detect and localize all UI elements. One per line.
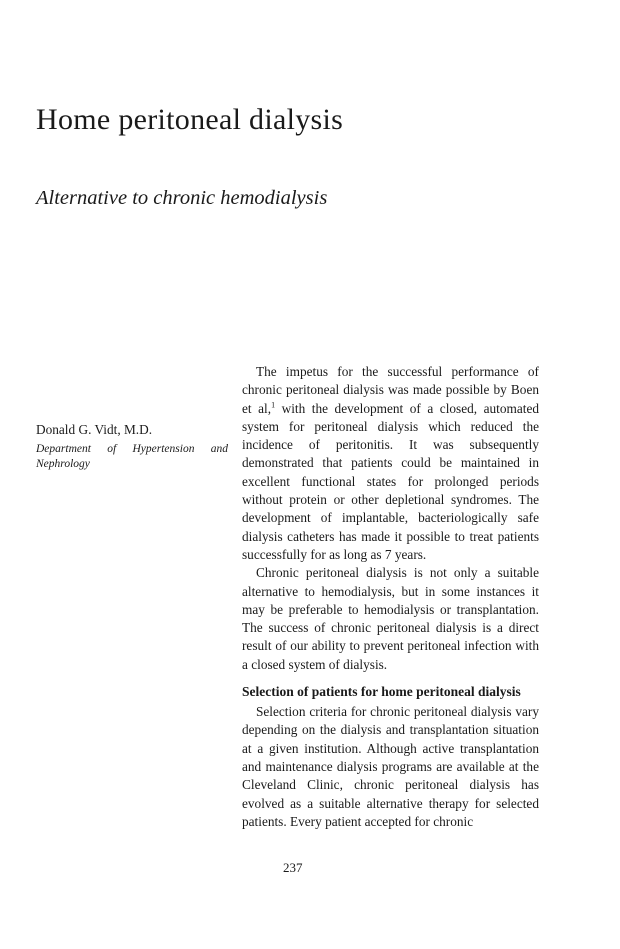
- section-heading: Selection of patients for home peritoneal dialysis: [242, 684, 521, 700]
- paragraph-1-text-b: with the development of a closed, automated system for peritoneal dialysis which reduced the incidence of peritonitis. It was subsequently demonstrated that patients could be maintained in excellent functional states for prolonged periods without protein or other depletional syndromes. The development of implantable, bacteriologically safe dialysis catheters has made it possible to treat patients successfully for as long as 7 years.: [242, 400, 539, 562]
- author-affiliation: Department of Hypertension and Nephrology: [36, 443, 228, 470]
- body-paragraph-2: Chronic peritoneal dialysis is not only a suitable alternative to hemodialysis, but in some instances it may be preferable to hemodialysis or transplantation. The success of chronic peritoneal dialysis is a direct result of our ability to prevent peritoneal infection with a closed system of dialysis.: [242, 565, 539, 672]
- body-paragraph-3: Selection criteria for chronic peritoneal dialysis vary depending on the dialysis and transplantation situation at a given institution. Although active transplantation and maintenance dialysis programs are available at the Cleveland Clinic, chronic peritoneal dialysis has evolved as a suitable alternative therapy for selected patients. Every patient accepted for chronic: [242, 704, 539, 829]
- author-name: Donald G. Vidt, M.D.: [36, 422, 153, 437]
- body-paragraph-1: [242, 363, 539, 564]
- article-subtitle: Alternative to chronic hemodialysis: [36, 187, 328, 209]
- page-number: 237: [283, 860, 303, 875]
- reference-marker: 1: [271, 400, 276, 410]
- article-title: Home peritoneal dialysis: [36, 103, 344, 136]
- body-column: [242, 363, 539, 831]
- paragraph-1-text-a: The impetus for the successful performance of chronic peritoneal dialysis was made possible by Boen et al,: [242, 364, 539, 416]
